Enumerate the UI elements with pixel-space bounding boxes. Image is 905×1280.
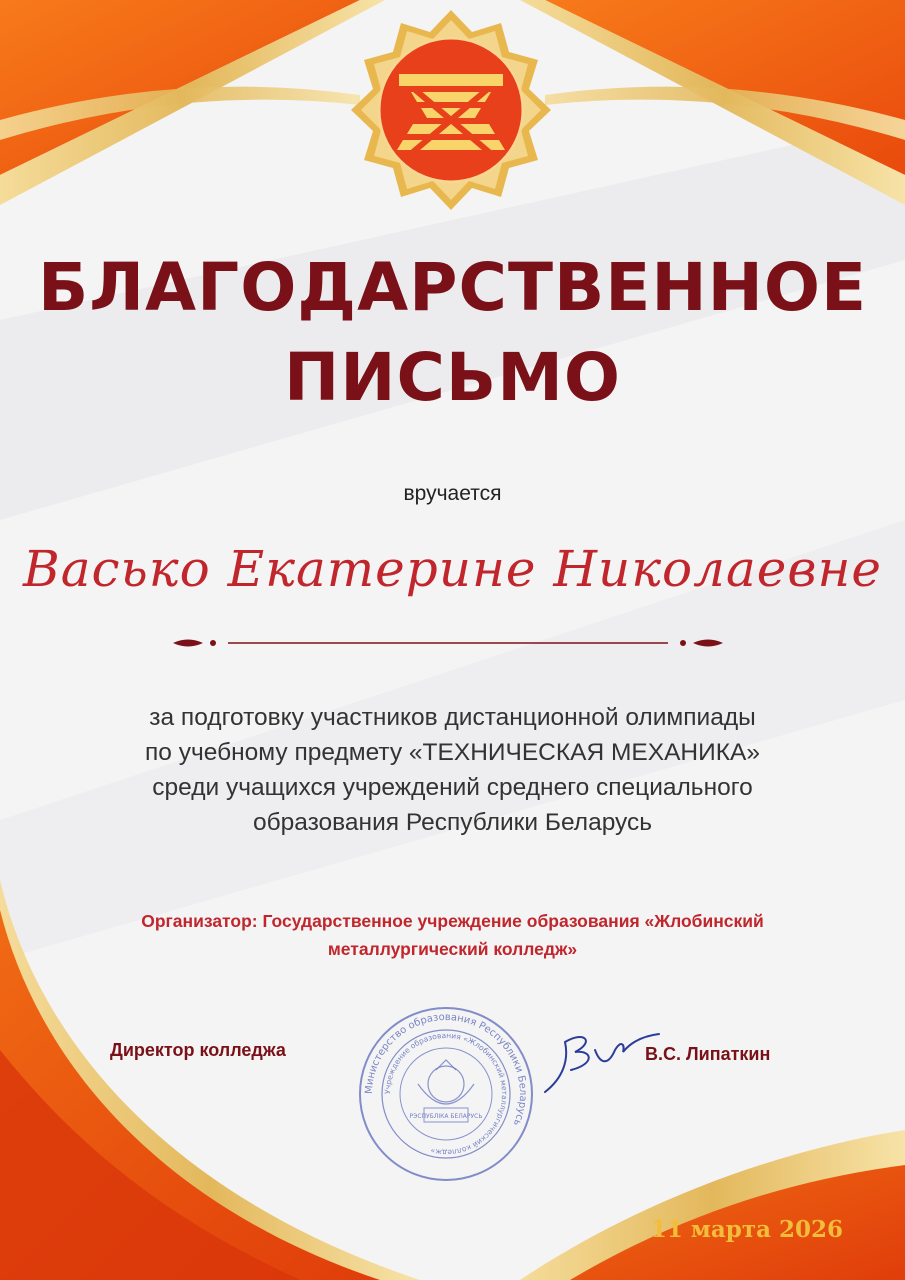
svg-text:РЭСПУБЛІКА БЕЛАРУСЬ: РЭСПУБЛІКА БЕЛАРУСЬ xyxy=(409,1113,483,1120)
svg-text:Министерство образования Респу: Министерство образования Республики Беларусь xyxy=(363,1011,529,1128)
award-reason xyxy=(60,700,845,840)
reason-line: образования Республики Беларусь xyxy=(252,809,653,836)
organizer-line: Организатор: Государственное учреждение образования «Жлобинский xyxy=(141,911,764,931)
svg-text:Учреждение образования «Жлобин: Учреждение образования «Жлобинский металлургический колледж» xyxy=(382,1030,510,1158)
recipient-name: Васько Екатерине Николаевне xyxy=(22,540,883,598)
director-title: Директор колледжа xyxy=(110,1040,286,1060)
certificate-title-line1: БЛАГОДАРСТВЕННОЕ xyxy=(37,249,868,326)
director-name: В.С. Липаткин xyxy=(645,1044,771,1064)
college-logo-icon xyxy=(351,10,551,210)
ornamental-divider-icon xyxy=(168,633,728,653)
reason-line: за подготовку участников дистанционной олимпиады xyxy=(149,704,756,731)
official-seal xyxy=(356,1004,536,1184)
reason-line: среди учащихся учреждений среднего специального xyxy=(152,774,753,801)
organizer-info xyxy=(40,907,865,963)
organizer-line: металлургический колледж» xyxy=(327,939,578,959)
reason-line: по учебному предмету «ТЕХНИЧЕСКАЯ МЕХАНИКА» xyxy=(145,739,760,766)
awarded-to-label: вручается xyxy=(403,482,502,505)
certificate-title-line2: ПИСЬМО xyxy=(284,339,621,416)
issue-date: 11 марта 2026 xyxy=(650,1216,843,1243)
